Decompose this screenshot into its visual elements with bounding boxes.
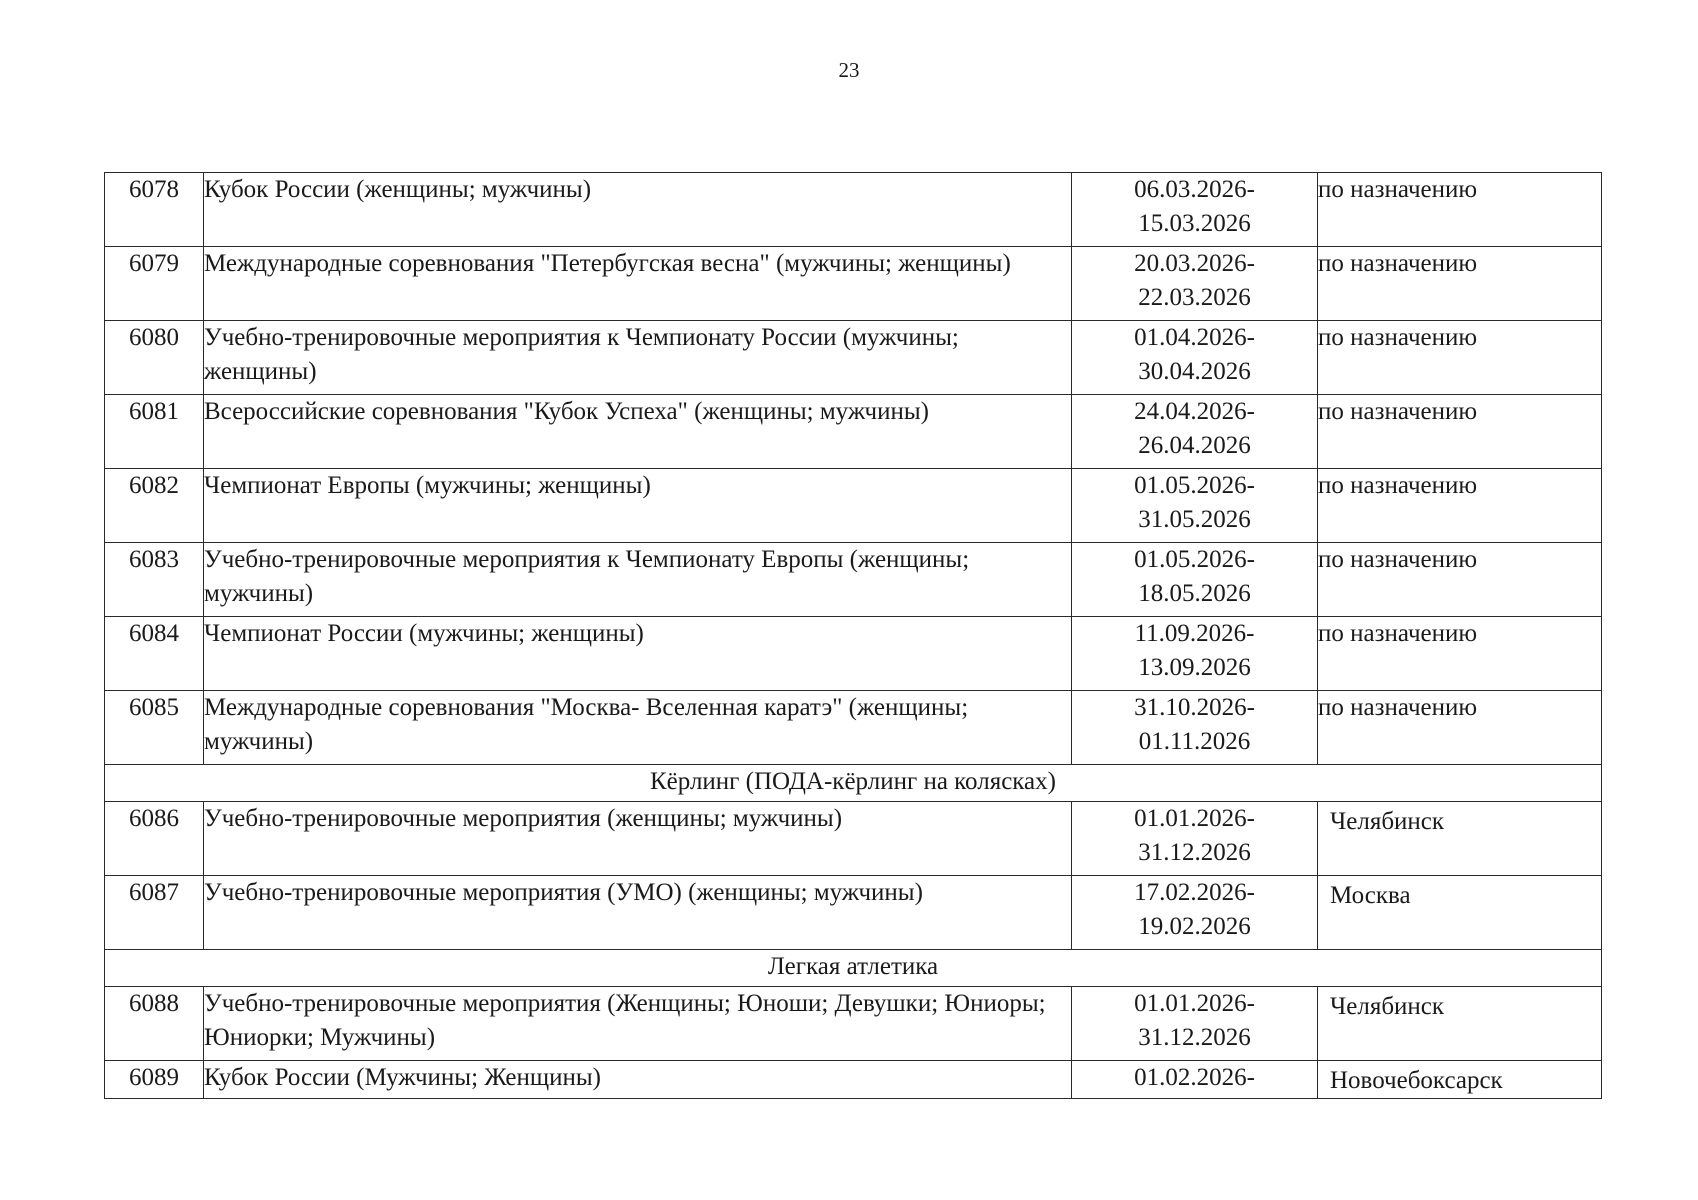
date-start: 01.02.2026- [1134, 1064, 1255, 1091]
event-number: 6078 [105, 173, 204, 247]
date-end: 22.03.2026 [1138, 284, 1251, 311]
section-title: Кёрлинг (ПОДА-кёрлинг на колясках) [105, 765, 1602, 802]
event-name: Всероссийские соревнования "Кубок Успеха" (женщины; мужчины) [204, 395, 1072, 469]
date-end: 18.05.2026 [1138, 580, 1251, 607]
event-number: 6082 [105, 469, 204, 543]
event-place: по назначению [1318, 543, 1602, 617]
section-title: Легкая атлетика [105, 950, 1602, 987]
date-start: 01.05.2026- [1134, 472, 1255, 499]
date-start: 20.03.2026- [1134, 250, 1255, 277]
event-number: 6081 [105, 395, 204, 469]
event-number: 6088 [105, 987, 204, 1061]
date-start: 01.05.2026- [1134, 546, 1255, 573]
event-number: 6085 [105, 691, 204, 765]
event-dates [1072, 469, 1318, 543]
event-number: 6089 [105, 1061, 204, 1099]
event-dates [1072, 173, 1318, 247]
table-row [105, 395, 1602, 469]
date-end: 31.05.2026 [1138, 506, 1251, 533]
date-end: 30.04.2026 [1138, 358, 1251, 385]
event-place: по назначению [1318, 395, 1602, 469]
date-start: 01.01.2026- [1134, 990, 1255, 1017]
event-place: по назначению [1318, 469, 1602, 543]
event-number: 6079 [105, 247, 204, 321]
event-name: Учебно-тренировочные мероприятия к Чемпионату России (мужчины; женщины) [204, 321, 1072, 395]
date-end: 31.12.2026 [1138, 1024, 1251, 1051]
event-number: 6084 [105, 617, 204, 691]
table-row [105, 543, 1602, 617]
event-dates [1072, 247, 1318, 321]
event-name: Чемпионат Европы (мужчины; женщины) [204, 469, 1072, 543]
table-row [105, 691, 1602, 765]
section-header-row [105, 765, 1602, 802]
date-start: 31.10.2026- [1134, 694, 1255, 721]
date-end: 13.09.2026 [1138, 654, 1251, 681]
event-dates [1072, 876, 1318, 950]
event-name: Учебно-тренировочные мероприятия к Чемпионату Европы (женщины; мужчины) [204, 543, 1072, 617]
event-dates [1072, 1061, 1318, 1099]
event-number: 6087 [105, 876, 204, 950]
date-end: 31.12.2026 [1138, 839, 1251, 866]
event-place: по назначению [1318, 173, 1602, 247]
event-place: Новочебоксарск [1318, 1061, 1602, 1099]
date-start: 01.04.2026- [1134, 324, 1255, 351]
event-name: Чемпионат России (мужчины; женщины) [204, 617, 1072, 691]
table-row [105, 469, 1602, 543]
date-end: 19.02.2026 [1138, 913, 1251, 940]
date-start: 11.09.2026- [1134, 620, 1255, 647]
event-place: по назначению [1318, 617, 1602, 691]
event-place: Челябинск [1318, 802, 1602, 876]
table-row [105, 321, 1602, 395]
event-dates [1072, 543, 1318, 617]
event-dates [1072, 395, 1318, 469]
table-row [105, 802, 1602, 876]
date-end: 01.11.2026 [1138, 728, 1251, 755]
events-table [104, 172, 1602, 1099]
event-name: Кубок России (Мужчины; Женщины) [204, 1061, 1072, 1099]
event-name: Учебно-тренировочные мероприятия (УМО) (женщины; мужчины) [204, 876, 1072, 950]
event-number: 6080 [105, 321, 204, 395]
table-row [105, 617, 1602, 691]
event-name: Учебно-тренировочные мероприятия (женщины; мужчины) [204, 802, 1072, 876]
event-dates [1072, 802, 1318, 876]
event-place: Челябинск [1318, 987, 1602, 1061]
date-start: 17.02.2026- [1134, 879, 1255, 906]
date-start: 24.04.2026- [1134, 398, 1255, 425]
event-place: по назначению [1318, 691, 1602, 765]
event-number: 6086 [105, 802, 204, 876]
event-dates [1072, 987, 1318, 1061]
date-start: 06.03.2026- [1134, 176, 1255, 203]
date-start: 01.01.2026- [1134, 805, 1255, 832]
event-name: Международные соревнования "Петербугская весна" (мужчины; женщины) [204, 247, 1072, 321]
table-row [105, 876, 1602, 950]
event-name: Учебно-тренировочные мероприятия (Женщины; Юноши; Девушки; Юниоры; Юниорки; Мужчины) [204, 987, 1072, 1061]
event-dates [1072, 321, 1318, 395]
date-end: 26.04.2026 [1138, 432, 1251, 459]
date-end: 15.03.2026 [1138, 210, 1251, 237]
event-dates [1072, 691, 1318, 765]
event-place: по назначению [1318, 247, 1602, 321]
event-place: Москва [1318, 876, 1602, 950]
table-row [105, 247, 1602, 321]
event-dates [1072, 617, 1318, 691]
table-row [105, 987, 1602, 1061]
event-place: по назначению [1318, 321, 1602, 395]
section-header-row [105, 950, 1602, 987]
event-name: Международные соревнования "Москва- Вселенная каратэ" (женщины; мужчины) [204, 691, 1072, 765]
event-number: 6083 [105, 543, 204, 617]
page-number: 23 [838, 58, 860, 82]
table-row [105, 1061, 1602, 1099]
table-row [105, 173, 1602, 247]
event-name: Кубок России (женщины; мужчины) [204, 173, 1072, 247]
